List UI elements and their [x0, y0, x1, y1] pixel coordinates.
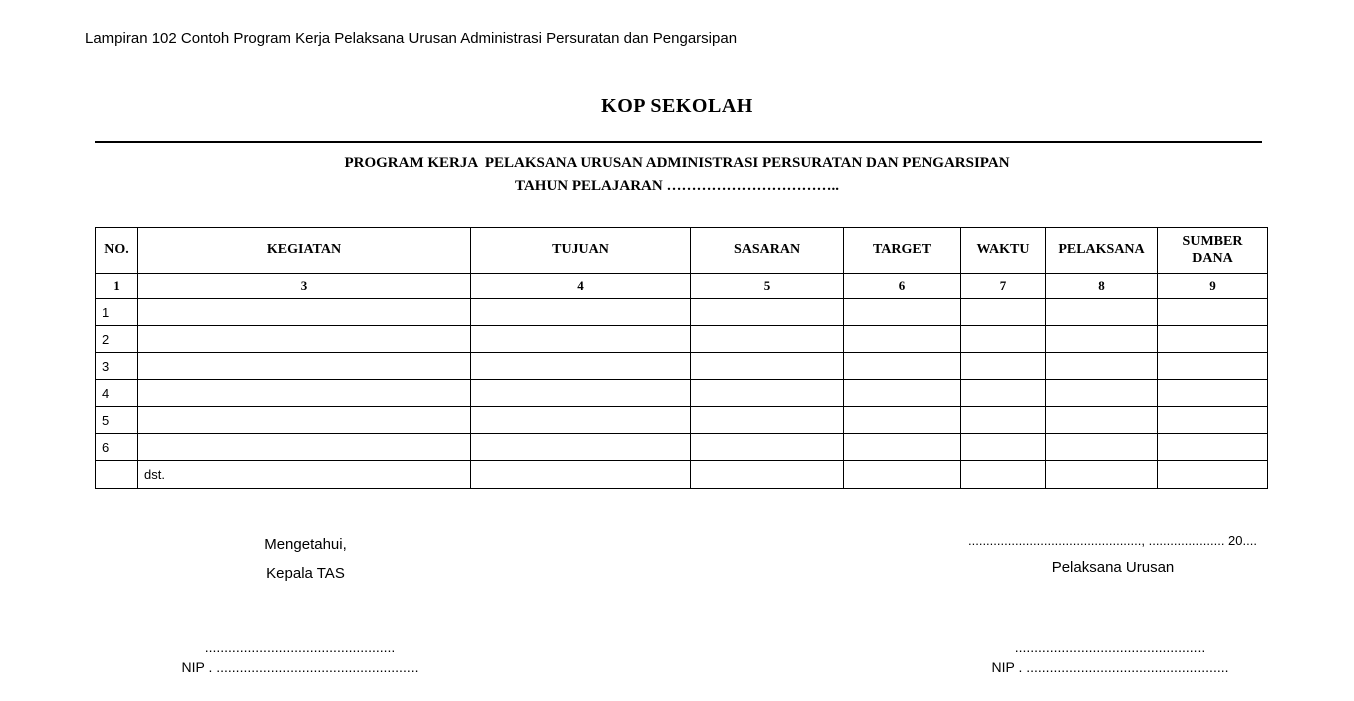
- table-row: [96, 407, 1268, 434]
- empty-cell: [1158, 326, 1268, 353]
- header-kegiatan: KEGIATAN: [138, 228, 471, 274]
- document-title: PROGRAM KERJA PELAKSANA URUSAN ADMINISTRASI PERSURATAN DAN PENGARSIPAN: [344, 155, 1010, 171]
- empty-cell: [1046, 407, 1158, 434]
- header-waktu: WAKTU: [961, 228, 1046, 274]
- empty-cell: [1158, 434, 1268, 461]
- empty-cell: [844, 407, 961, 434]
- empty-cell: [138, 380, 471, 407]
- signature-nip-right: NIP . ....................................................: [991, 659, 1229, 675]
- signature-nip-left: NIP . ....................................................: [181, 659, 419, 675]
- table-row: [96, 299, 1268, 326]
- empty-cell: [1158, 353, 1268, 380]
- row-number: 4: [96, 380, 138, 407]
- empty-cell: [691, 434, 844, 461]
- table-row: [96, 326, 1268, 353]
- empty-cell: [471, 407, 691, 434]
- empty-cell: [1158, 380, 1268, 407]
- acknowledge-label: Mengetahui,: [264, 536, 347, 553]
- empty-cell: [691, 326, 844, 353]
- header-tujuan: TUJUAN: [471, 228, 691, 274]
- column-number: 3: [138, 274, 471, 299]
- header-no: NO.: [96, 228, 138, 274]
- header-sasaran: SASARAN: [691, 228, 844, 274]
- empty-cell: [691, 461, 844, 489]
- empty-cell: [844, 299, 961, 326]
- table-header-row: [96, 228, 1268, 274]
- empty-cell: [471, 326, 691, 353]
- column-number: 5: [691, 274, 844, 299]
- signature-name-dots-right: .................................................: [1014, 639, 1206, 655]
- column-number: 4: [471, 274, 691, 299]
- empty-cell: [1046, 326, 1158, 353]
- empty-cell: [961, 299, 1046, 326]
- empty-cell: [961, 326, 1046, 353]
- empty-cell: [691, 299, 844, 326]
- header-pelaksana: PELAKSANA: [1046, 228, 1158, 274]
- empty-cell: [961, 434, 1046, 461]
- row-number: 5: [96, 407, 138, 434]
- empty-cell: [1046, 353, 1158, 380]
- kop-sekolah-header: KOP SEKOLAH: [601, 95, 753, 117]
- empty-cell: [844, 434, 961, 461]
- empty-cell: [961, 353, 1046, 380]
- column-number: 8: [1046, 274, 1158, 299]
- empty-cell: [471, 299, 691, 326]
- empty-cell: [1046, 299, 1158, 326]
- empty-cell: [138, 326, 471, 353]
- row-number: 2: [96, 326, 138, 353]
- empty-cell: [96, 461, 138, 489]
- empty-cell: [1158, 407, 1268, 434]
- column-number: 9: [1158, 274, 1268, 299]
- program-kerja-table: [95, 227, 1268, 489]
- empty-cell: [471, 353, 691, 380]
- empty-cell: [138, 353, 471, 380]
- table-row: [96, 434, 1268, 461]
- empty-cell: [138, 407, 471, 434]
- table-row: [96, 380, 1268, 407]
- empty-cell: [1046, 380, 1158, 407]
- place-date-line: ................................................, ..................... 20....: [968, 533, 1257, 548]
- empty-cell: [138, 299, 471, 326]
- empty-cell: [961, 461, 1046, 489]
- signature-block-left: [218, 530, 393, 588]
- lampiran-caption: Lampiran 102 Contoh Program Kerja Pelaksana Urusan Administrasi Persuratan dan Pengarsipan: [85, 30, 738, 47]
- empty-cell: [138, 434, 471, 461]
- header-divider-line: [95, 141, 1262, 143]
- empty-cell: [1046, 434, 1158, 461]
- empty-cell: [1158, 461, 1268, 489]
- empty-cell: [1158, 299, 1268, 326]
- row-number: 6: [96, 434, 138, 461]
- dst-label: dst.: [138, 461, 471, 489]
- header-target: TARGET: [844, 228, 961, 274]
- column-number: 1: [96, 274, 138, 299]
- empty-cell: [844, 353, 961, 380]
- column-number: 7: [961, 274, 1046, 299]
- empty-cell: [844, 461, 961, 489]
- empty-cell: [691, 407, 844, 434]
- header-sumber-dana: SUMBER DANA: [1158, 228, 1268, 274]
- column-number: 6: [844, 274, 961, 299]
- empty-cell: [961, 407, 1046, 434]
- empty-cell: [691, 380, 844, 407]
- empty-cell: [1046, 461, 1158, 489]
- row-number: 3: [96, 353, 138, 380]
- role-label-kepala-tas: Kepala TAS: [266, 565, 345, 582]
- empty-cell: [471, 380, 691, 407]
- empty-cell: [691, 353, 844, 380]
- table-row-dst: [96, 461, 1268, 489]
- column-number-row: [96, 274, 1268, 299]
- table-row: [96, 353, 1268, 380]
- empty-cell: [471, 434, 691, 461]
- empty-cell: [471, 461, 691, 489]
- empty-cell: [844, 326, 961, 353]
- empty-cell: [961, 380, 1046, 407]
- row-number: 1: [96, 299, 138, 326]
- signature-name-dots-left: .................................................: [204, 639, 396, 655]
- role-label-pelaksana-urusan: Pelaksana Urusan: [1051, 559, 1175, 576]
- document-subtitle: TAHUN PELAJARAN ……………………………..: [515, 178, 839, 194]
- empty-cell: [844, 380, 961, 407]
